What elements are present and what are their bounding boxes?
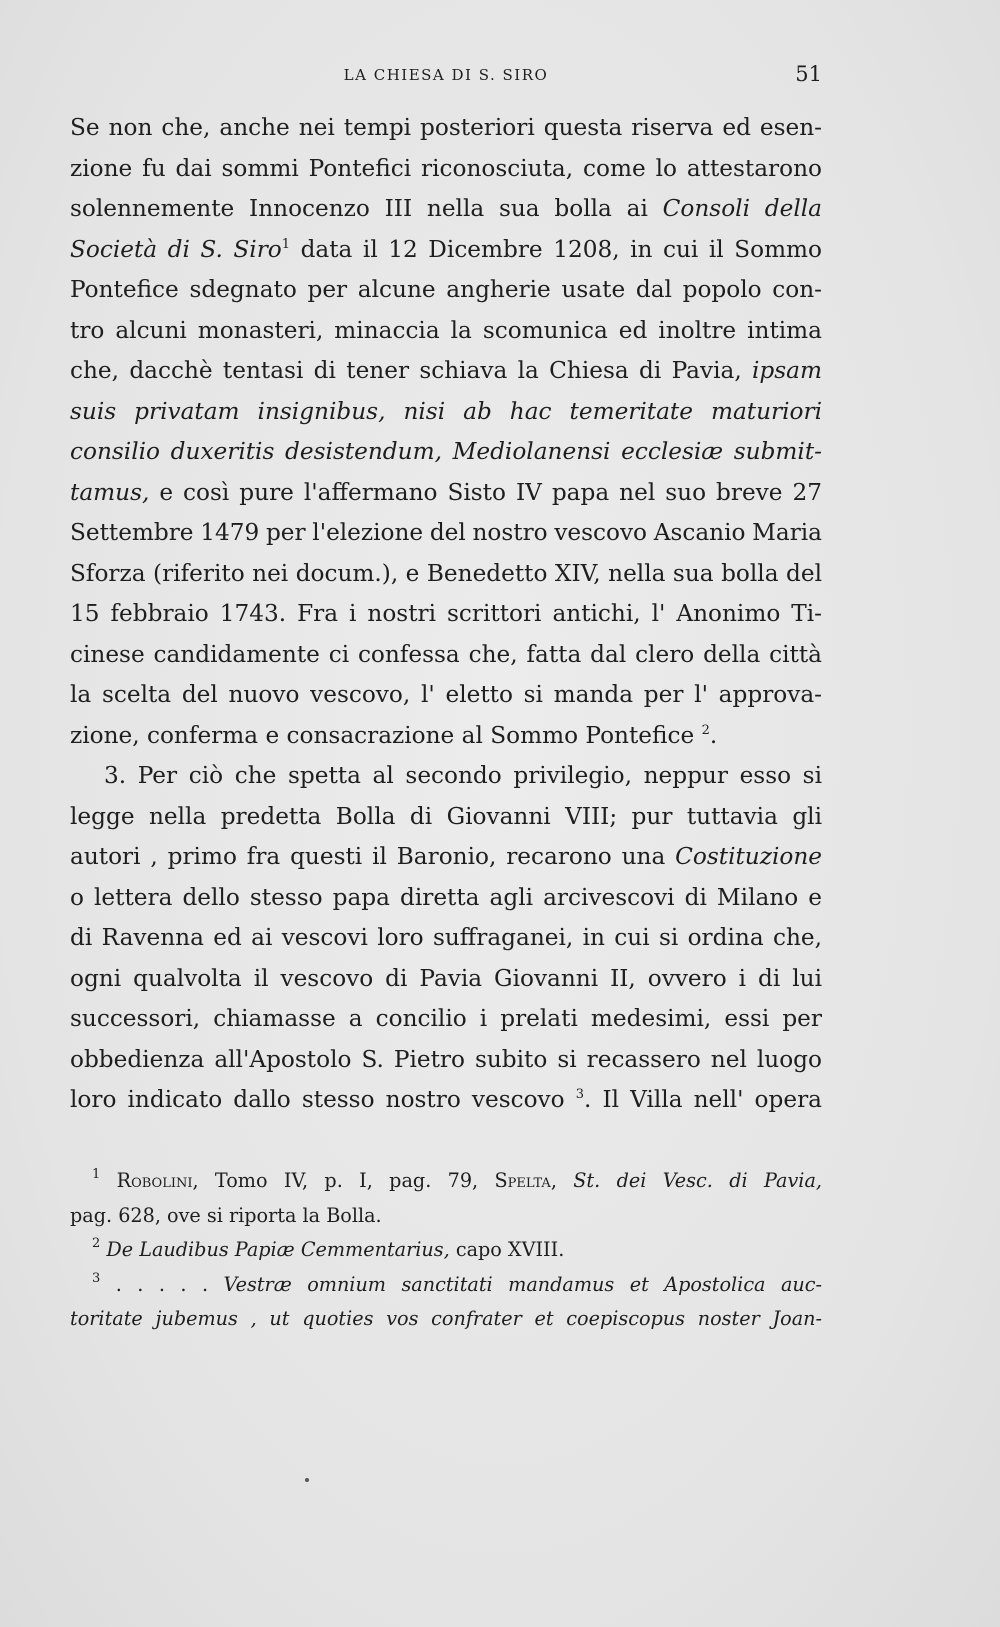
text-line: 3. Per ciò che spetta al secondo privilegio, neppur esso si bbox=[104, 762, 822, 789]
text-run: . . . . . bbox=[100, 1272, 224, 1296]
italic-run: De Laudibus Papiæ Cemmentarius, bbox=[106, 1238, 450, 1261]
text-line: legge nella predetta Bolla di Giovanni VIII; pur tuttavia gli bbox=[70, 802, 822, 830]
text-line bbox=[70, 189, 822, 230]
text-run: capo XVIII. bbox=[449, 1238, 565, 1261]
text-line: consilio duxeritis desistendum, Mediolanensi ecclesiæ submit- bbox=[70, 438, 822, 465]
text-line: successori, chiamasse a concilio i prelati medesimi, essi per bbox=[70, 1005, 822, 1032]
text-line bbox=[70, 716, 822, 757]
text-run: e così pure l'affermano Sisto IV papa nel suo breve 27 bbox=[149, 478, 822, 506]
text-run: solennemente Innocenzo III nella sua bolla ai bbox=[70, 195, 663, 222]
text-line: obbedienza all'Apostolo S. Pietro subito si recassero nel luogo bbox=[70, 1045, 822, 1073]
italic-run: St. dei Vesc. di Pavia, bbox=[573, 1169, 822, 1192]
text-line: Se non che, anche nei tempi posteriori questa riserva ed esen- bbox=[70, 114, 822, 141]
text-line: Sforza (riferito nei docum.), e Benedetto XIV, nella sua bolla del bbox=[70, 559, 822, 587]
author-name: Robolini bbox=[116, 1169, 193, 1192]
text-run: , bbox=[550, 1169, 574, 1192]
footnote-mark: 1 bbox=[92, 1167, 101, 1182]
running-title: LA CHIESA DI S. SIRO bbox=[343, 66, 549, 84]
text-line bbox=[70, 473, 822, 514]
main-text bbox=[70, 108, 822, 1121]
page-header bbox=[70, 62, 822, 92]
text-line: o lettera dello stesso papa diretta agli arcivescovi di Milano e bbox=[70, 883, 822, 911]
paper-speck bbox=[305, 1478, 309, 1482]
italic-run: Società di S. Siro bbox=[70, 235, 282, 263]
text-line: 15 febbraio 1743. Fra i nostri scrittori antichi, l' Anonimo Ti- bbox=[70, 600, 822, 627]
text-line bbox=[70, 1080, 822, 1121]
text-line: la scelta del nuovo vescovo, l' eletto si manda per l' approva- bbox=[70, 681, 822, 708]
footnote-mark: 3 bbox=[92, 1270, 101, 1286]
text-line: cinese candidamente ci confessa che, fatta dal clero della città bbox=[70, 640, 822, 668]
italic-run: Consoli della bbox=[662, 195, 822, 222]
text-line: zione fu dai sommi Pontefici riconosciuta, come lo attestarono bbox=[70, 154, 822, 182]
italic-run: Vestræ omnium sanctitati mandamus et Apostolica auc- bbox=[223, 1272, 822, 1296]
footnote-3 bbox=[70, 1268, 822, 1303]
text-line: Pontefice sdegnato per alcune angherie usate dal popolo con- bbox=[70, 276, 822, 303]
footnote-1-cont: pag. 628, ove si riporta la Bolla. bbox=[70, 1203, 382, 1227]
text-line: ogni qualvolta il vescovo di Pavia Giovanni II, ovvero i di lui bbox=[70, 964, 822, 992]
footnote-1 bbox=[70, 1164, 822, 1199]
footnote-ref: 2 bbox=[701, 722, 710, 738]
author-name: Spelta bbox=[494, 1169, 551, 1192]
footnotes bbox=[70, 1164, 822, 1337]
text-run: zione, conferma e consacrazione al Sommo Pontefice bbox=[70, 721, 702, 749]
footnote-ref: 1 bbox=[281, 236, 291, 252]
text-run: . bbox=[709, 721, 718, 749]
footnote-ref: 3 bbox=[575, 1087, 584, 1102]
italic-run: Costituzione bbox=[675, 843, 822, 870]
text-line: tro alcuni monasteri, minaccia la scomunica ed inoltre intima bbox=[70, 316, 822, 344]
text-run: loro indicato dallo stesso nostro vescovo bbox=[70, 1086, 576, 1113]
text-line: suis privatam insignibus, nisi ab hac temeritate maturiori bbox=[70, 397, 822, 425]
footnote-3-cont: toritate jubemus , ut quoties vos confrater et coepiscopus noster Joan- bbox=[70, 1307, 822, 1330]
text-run: . Il Villa nell' opera bbox=[583, 1086, 822, 1113]
text-line bbox=[70, 230, 822, 271]
text-line: Settembre 1479 per l'elezione del nostro vescovo Ascanio Maria bbox=[70, 519, 822, 546]
italic-run: tamus, bbox=[70, 478, 150, 506]
text-run: autori , primo fra questi il Baronio, recarono una bbox=[70, 843, 676, 870]
footnote-mark: 2 bbox=[92, 1236, 101, 1251]
text-run: data il 12 Dicembre 1208, in cui il Sommo bbox=[290, 235, 822, 263]
page-number: 51 bbox=[795, 62, 822, 86]
italic-run: ipsam bbox=[752, 357, 822, 384]
footnote-2 bbox=[70, 1233, 822, 1268]
text-run: , Tomo IV, p. I, pag. 79, bbox=[192, 1169, 495, 1192]
text-line bbox=[70, 351, 822, 392]
text-line: di Ravenna ed ai vescovi loro suffraganei, in cui si ordina che, bbox=[70, 924, 822, 951]
text-run: che, dacchè tentasi di tener schiava la Chiesa di Pavia, bbox=[70, 357, 753, 384]
text-line bbox=[70, 837, 822, 878]
